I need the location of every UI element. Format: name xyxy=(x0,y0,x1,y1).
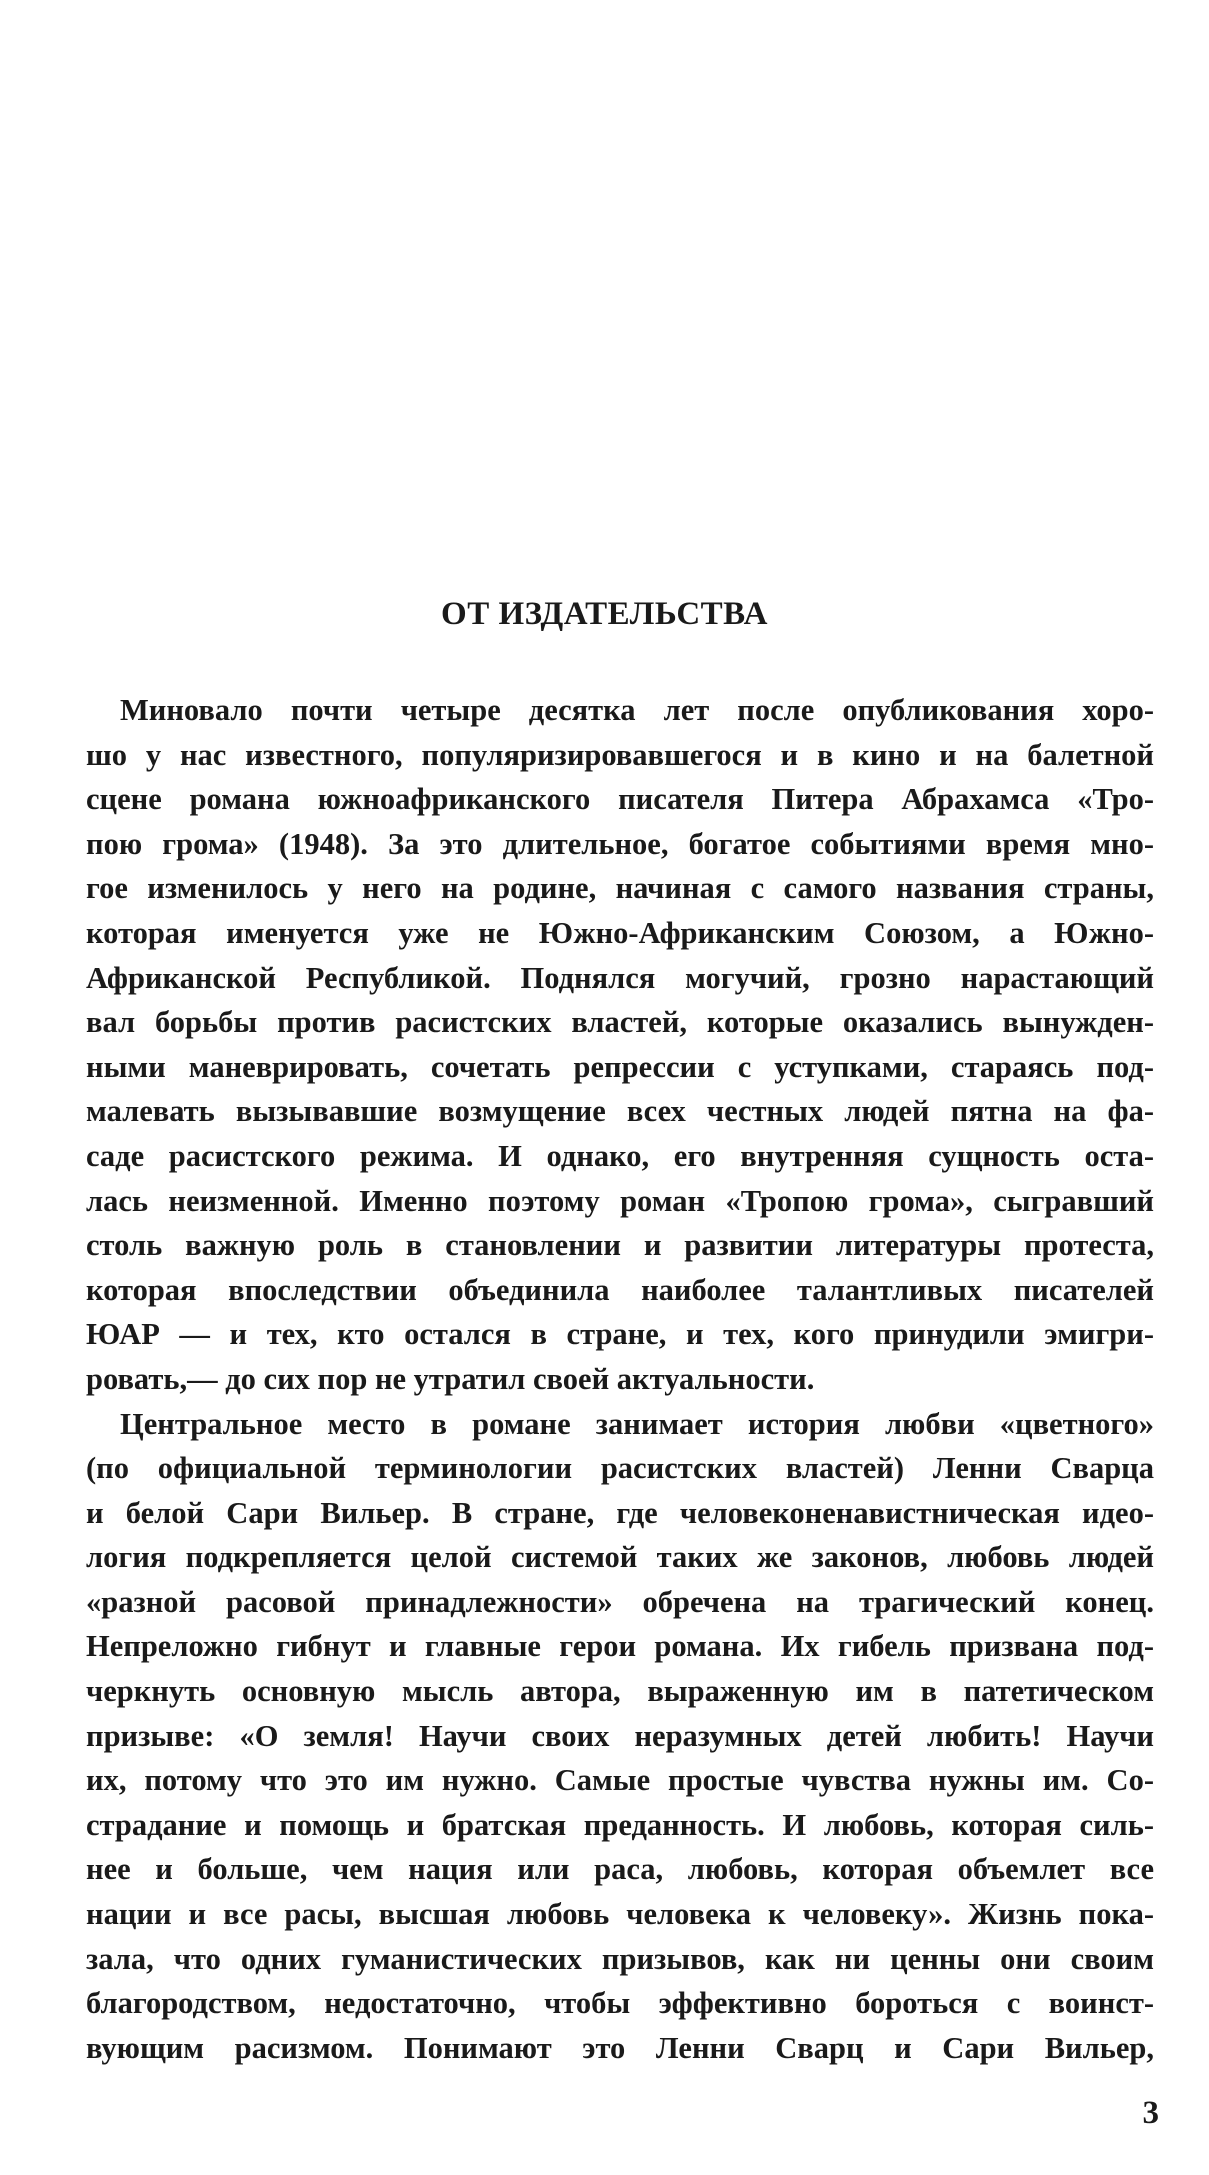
text-line: Центральное место в романе занимает история любви «цветного» xyxy=(120,1406,1154,1441)
page-number: 3 xyxy=(1142,2095,1159,2131)
text-line: и белой Сари Вильер. В стране, где человеконенавистническая идео- xyxy=(86,1495,1154,1530)
body-text xyxy=(86,688,1154,2070)
text-line: Африканской Республикой. Поднялся могучий, грозно нарастающий xyxy=(86,960,1154,995)
text-line: «разной расовой принадлежности» обречена на трагический конец. xyxy=(86,1584,1154,1619)
text-line: призыве: «О земля! Научи своих неразумных детей любить! Научи xyxy=(86,1718,1154,1753)
page-title: ОТ ИЗДАТЕЛЬСТВА xyxy=(441,596,768,632)
text-line: столь важную роль в становлении и развитии литературы протеста, xyxy=(86,1228,1154,1263)
text-line: их, потому что это им нужно. Самые простые чувства нужны им. Со- xyxy=(86,1763,1154,1798)
text-line: ровать,— до сих пор не утратил своей актуальности. xyxy=(86,1361,815,1396)
text-line: Непреложно гибнут и главные герои романа. Их гибель призвана под- xyxy=(86,1629,1154,1664)
text-line: логия подкрепляется целой системой таких же законов, любовь людей xyxy=(86,1540,1154,1575)
text-line: которая именуется уже не Южно-Африканским Союзом, а Южно- xyxy=(86,915,1154,950)
text-line: нее и больше, чем нация или раса, любовь, которая объемлет все xyxy=(86,1852,1154,1887)
paragraph-2 xyxy=(86,1402,1154,2071)
text-line: которая впоследствии объединила наиболее талантливых писателей xyxy=(86,1272,1154,1307)
paragraph-1 xyxy=(86,688,1154,1402)
text-line: малевать вызывавшие возмущение всех честных людей пятна на фа- xyxy=(86,1094,1154,1129)
text-line: ными маневрировать, сочетать репрессии с уступками, стараясь под- xyxy=(86,1049,1154,1084)
text-line: вующим расизмом. Понимают это Ленни Сварц и Сари Вильер, xyxy=(86,2030,1154,2065)
text-line: пою грома» (1948). За это длительное, богатое событиями время мно- xyxy=(86,826,1154,861)
text-line: благородством, недостаточно, чтобы эффективно бороться с воинст- xyxy=(86,1986,1154,2021)
text-line: лась неизменной. Именно поэтому роман «Тропою грома», сыгравший xyxy=(86,1183,1154,1218)
text-line: нации и все расы, высшая любовь человека к человеку». Жизнь пока- xyxy=(86,1897,1154,1932)
text-line: страдание и помощь и братская преданность. И любовь, которая силь- xyxy=(86,1807,1154,1842)
text-line: шо у нас известного, популяризировавшегося и в кино и на балетной xyxy=(86,737,1154,772)
text-line: Миновало почти четыре десятка лет после опубликования хоро- xyxy=(120,693,1154,727)
text-line: зала, что одних гуманистических призывов, как ни ценны они своим xyxy=(86,1941,1154,1976)
text-line: вал борьбы против расистских властей, которые оказались вынужден- xyxy=(86,1005,1154,1040)
text-line: сцене романа южноафриканского писателя Питера Абрахамса «Тро- xyxy=(86,782,1154,817)
text-line: черкнуть основную мысль автора, выраженную им в патетическом xyxy=(86,1674,1154,1709)
text-line: гое изменилось у него на родине, начиная с самого названия страны, xyxy=(86,871,1154,906)
text-line: саде расистского режима. И однако, его внутренняя сущность оста- xyxy=(86,1138,1154,1173)
text-line: ЮАР — и тех, кто остался в стране, и тех, кого принудили эмигри- xyxy=(86,1317,1154,1352)
text-line: (по официальной терминологии расистских властей) Ленни Сварца xyxy=(86,1451,1154,1486)
